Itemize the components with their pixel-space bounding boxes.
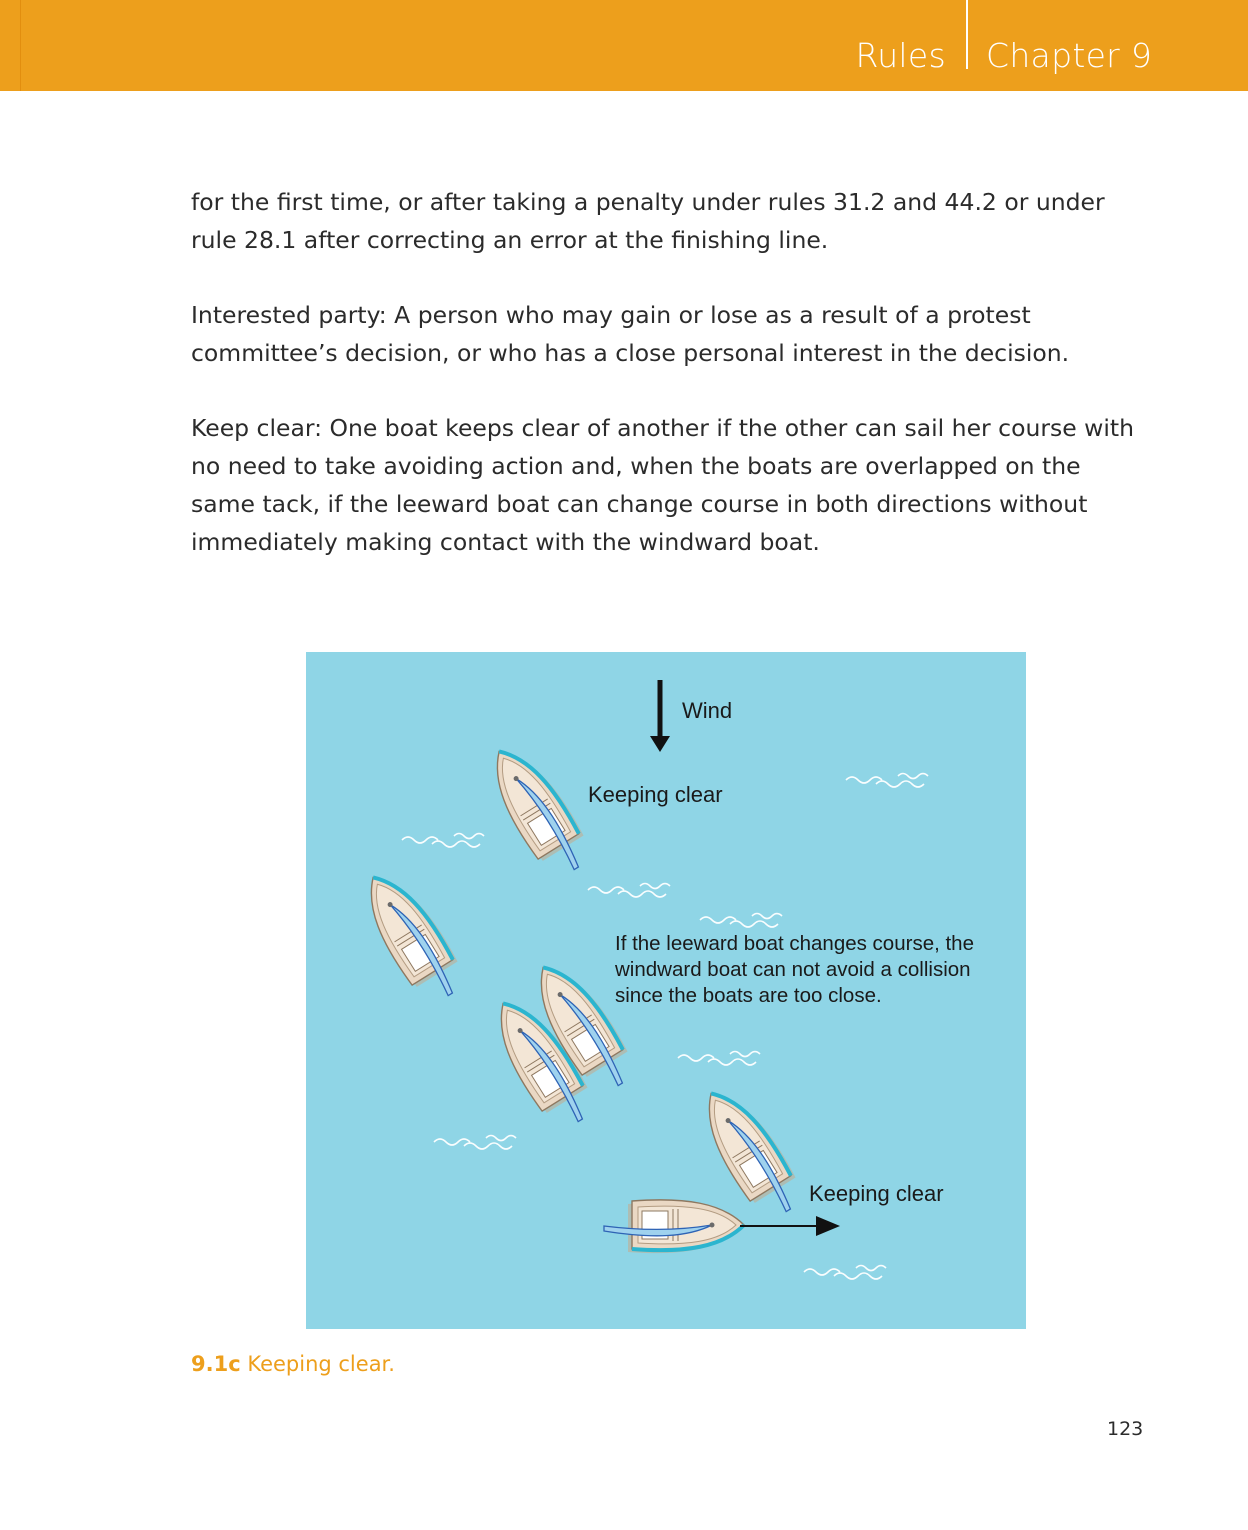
caption-text: Keeping clear. — [247, 1352, 395, 1376]
figure-caption — [191, 1352, 395, 1376]
paragraph-interested-party: Interested party: A person who may gain or lose as a result of a protest committee’s decision, or who has a close personal interest in the decision. — [191, 301, 1070, 367]
paragraph-continuation: for the first time, or after taking a penalty under rules 31.2 and 44.2 or under rule 28.1 after correcting an error at the finishing line. — [191, 188, 1105, 254]
collision-note-line2: windward boat can not avoid a collision — [615, 958, 971, 981]
header-edge-line — [20, 0, 21, 91]
keeping-clear-figure — [306, 652, 1026, 1329]
header-chapter-title: Chapter 9 — [986, 36, 1153, 75]
paragraph-keep-clear: Keep clear: One boat keeps clear of another if the other can sail her course with no need to take avoiding action and, when the boats are overlapped on the same tack, if the leeward boat can change course in both directions without immediately making contact with the windward boat. — [191, 414, 1135, 556]
collision-note-line3: since the boats are too close. — [615, 984, 882, 1007]
collision-note-line1: If the leeward boat changes course, the — [615, 932, 974, 955]
header-section-title: Rules — [855, 36, 946, 75]
keeping-clear-label-top: Keeping clear — [588, 782, 723, 807]
wind-label: Wind — [682, 698, 733, 723]
header-divider — [966, 0, 968, 69]
page-number: 123 — [1107, 1418, 1144, 1440]
keeping-clear-label-bottom: Keeping clear — [809, 1181, 944, 1206]
caption-number: 9.1c — [191, 1352, 241, 1376]
